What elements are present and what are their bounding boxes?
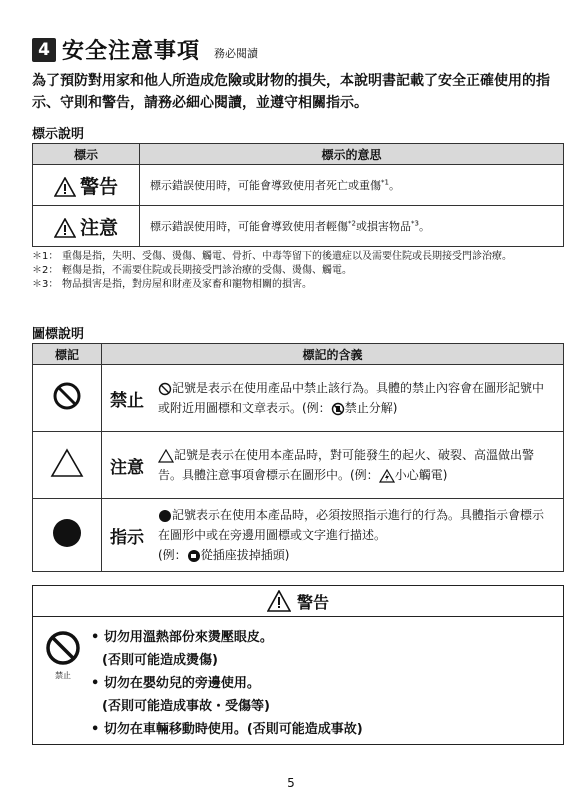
caution-label: 注意 xyxy=(110,457,144,478)
caution-triangle-icon xyxy=(50,448,84,478)
warning-triangle-icon xyxy=(267,590,291,612)
table-row xyxy=(33,165,564,206)
sign-col-header: 標示 xyxy=(33,144,140,165)
caution-triangle-icon xyxy=(158,449,174,463)
table-row xyxy=(33,499,564,572)
list-item: (否則可能造成燙傷) xyxy=(102,653,218,668)
warning-meaning: 標示錯誤使用時，可能會導致使用者死亡或重傷$^{*1}$。 xyxy=(140,165,564,206)
icon-col-header: 標記 xyxy=(33,344,102,365)
meaning-col-header: 標示的意思 xyxy=(140,144,564,165)
prohibition-description: 記號是表示在使用產品中禁止該行為。具體的禁止內容會在圖形記號中或附近用圖標和文章表示。(例： 禁止分解) xyxy=(158,381,545,415)
warning-triangle-icon xyxy=(54,177,76,197)
warning-box-header xyxy=(33,586,563,617)
icon-meaning-col-header: 標記的含義 xyxy=(102,344,564,365)
table-row xyxy=(33,206,564,247)
list-item: • 切勿在車輛移動時使用。(否則可能造成事故) xyxy=(91,722,363,737)
caution-icon-cell xyxy=(33,432,102,499)
list-item: • 切勿在嬰幼兒的旁邊使用。 xyxy=(91,676,260,691)
electric-shock-icon xyxy=(379,469,395,483)
no-disassembly-icon xyxy=(331,402,345,416)
unplug-icon xyxy=(187,549,201,563)
caution-description: 記號是表示在使用本產品時，對可能發生的起火、破裂、高溫做出警告。具體注意事項會標示在圖形中。(例： 小心觸電) xyxy=(158,448,535,482)
warning-box-icon xyxy=(41,630,85,681)
footnote: ＊3： 物品損害是指，對房屋和財產及家畜和寵物相關的損害。 xyxy=(32,279,312,290)
instruction-description: 記號表示在使用本產品時，必須按照指示進行的行為。具體指示會標示在圖形中或在旁邊用圖標或文字進行描述。 (例： 從插座拔掉插頭) xyxy=(158,508,545,562)
caution-meaning: 標示錯誤使用時，可能會導致使用者輕傷$^{*2}$或損害物品$^{*3}$。 xyxy=(140,206,564,247)
warning-items xyxy=(91,626,363,741)
page-number: 5 xyxy=(287,776,295,790)
warning-label: 警告 xyxy=(79,175,118,198)
instruction-label: 指示 xyxy=(110,527,144,548)
icon-table xyxy=(32,343,564,572)
list-item: • 切勿用溫熱部份來燙壓眼皮。 xyxy=(91,630,273,645)
prohibition-icon xyxy=(52,381,82,411)
sign-table-heading: 標示說明 xyxy=(32,127,85,142)
instruction-icon-cell xyxy=(33,499,102,572)
warning-box xyxy=(32,585,564,745)
list-item: (否則可能造成事故・受傷等) xyxy=(102,699,270,714)
caution-label-cell xyxy=(33,206,140,247)
prohibition-icon xyxy=(158,382,172,396)
warning-box-title: 警告 xyxy=(296,592,329,612)
prohibition-icon xyxy=(45,630,81,666)
instruction-circle-icon xyxy=(158,509,172,523)
section-subtitle: 務必閱讀 xyxy=(214,46,259,60)
section-header xyxy=(32,34,258,65)
section-title: 安全注意事項 xyxy=(62,39,201,64)
section-number: 4 xyxy=(32,38,56,62)
intro-paragraph: 為了預防對用家和他人所造成危險或財物的損失，本說明書記載了安全正確使用的指示、守則和警告，請務必細心閱讀，並遵守相關指示。 xyxy=(32,73,550,111)
caution-label: 注意 xyxy=(79,216,118,239)
caution-triangle-icon xyxy=(54,218,76,238)
prohibition-icon-cell xyxy=(33,365,102,432)
footnote: ＊1： 重傷是指，失明、受傷、燙傷、觸電、骨折、中毒等留下的後遺症以及需要住院或長期接受門診治療。 xyxy=(32,251,512,262)
table-row xyxy=(33,365,564,432)
sign-table xyxy=(32,143,564,247)
warning-box-icon-caption: 禁止 xyxy=(55,671,71,680)
prohibition-label: 禁止 xyxy=(110,390,144,411)
warning-label-cell xyxy=(33,165,140,206)
footnotes xyxy=(32,250,567,292)
footnote: ＊2： 輕傷是指，不需要住院或長期接受門診治療的受傷、燙傷、觸電。 xyxy=(32,265,352,276)
icon-table-heading: 圖標說明 xyxy=(32,327,85,342)
table-row xyxy=(33,432,564,499)
instruction-circle-icon xyxy=(51,517,83,549)
